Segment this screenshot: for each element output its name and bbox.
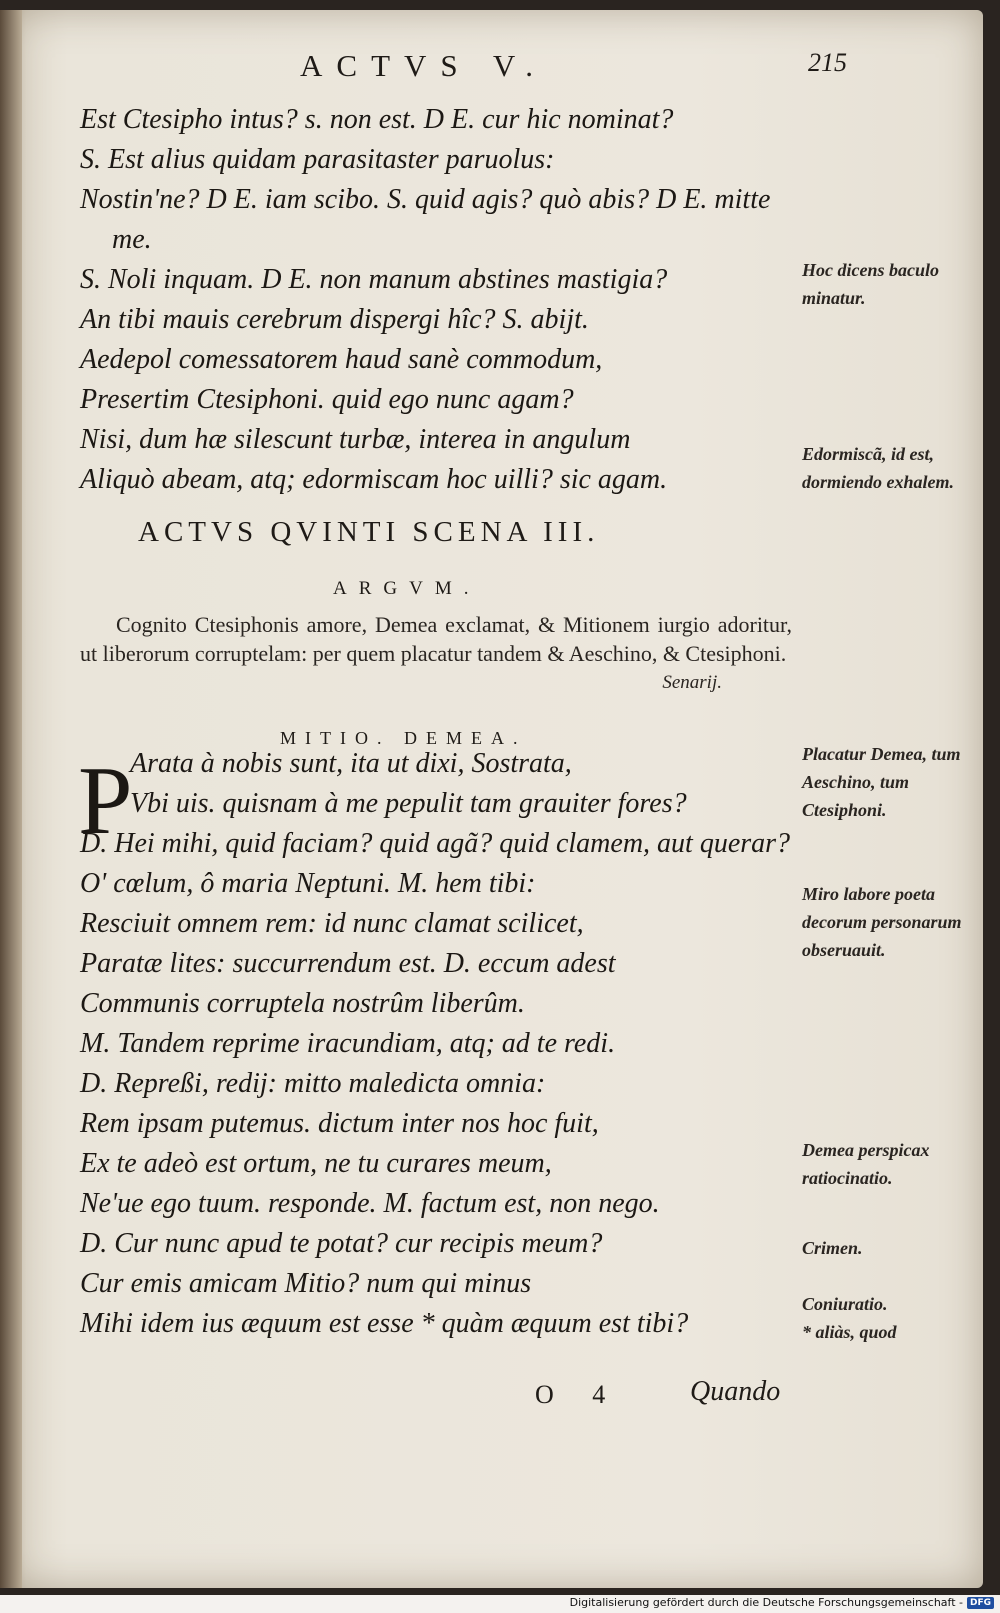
verse-line: S. Noli inquam. D E. non manum abstines mastigia? [80,264,668,295]
verse-line: O' cœlum, ô maria Neptuni. M. hem tibi: [80,868,536,899]
verse-line: D. Repreßi, redij: mitto maledicta omnia: [80,1068,546,1099]
argument-paragraph [80,610,792,697]
verse-line: An tibi mauis cerebrum dispergi hîc? S. abijt. [80,304,589,335]
verse-line: D. Cur nunc apud te potat? cur recipis meum? [80,1228,603,1259]
verse-line: Aedepol comessatorem haud sanè commodum, [80,344,603,375]
dfg-logo-icon: DFG [967,1597,994,1609]
argument-text: Cognito Ctesiphonis amore, Demea exclamat, & Mitionem iurgio adoritur, ut liberorum corruptelam: per quem placatur tandem & Aeschino, & Ctesiphoni. [80,612,792,666]
verse-line: Ne'ue ego tuum. responde. M. factum est, non nego. [80,1188,660,1219]
verse-line: Nostin'ne? D E. iam scibo. S. quid agis? quò abis? D E. mitte [80,184,771,215]
verse-line: Vbi uis. quisnam à me pepulit tam grauiter fores? [130,788,687,819]
book-spine-shadow [0,10,22,1588]
footer-credit [570,1596,994,1609]
marginal-note: Placatur Demea, tum Aeschino, tum Ctesiphoni. [802,744,961,820]
verse-line: M. Tandem reprime iracundiam, atq; ad te redi. [80,1028,616,1059]
marginal-note: Miro labore poeta decorum personarum obseruauit. [802,884,962,960]
verse-line: Cur emis amicam Mitio? num qui minus [80,1268,532,1299]
marginal-note: * aliàs, quod [802,1322,897,1342]
verse-line: D. Hei mihi, quid faciam? quid agã? quid clamem, aut querar? [80,828,791,859]
persons-heading: MITIO. DEMEA. [280,728,527,748]
verse-line: Aliquò abeam, atq; edormiscam hoc uilli? sic agam. [80,464,668,495]
verse-line: Ex te adeò est ortum, ne tu curares meum, [80,1148,552,1179]
marginal-note: Coniuratio. [802,1294,888,1314]
signature-mark: O 4 [535,1380,622,1409]
meter-label: Senarij. [662,672,722,693]
drop-cap-initial: P [78,747,133,855]
catchword: Quando [690,1376,781,1407]
verse-line: me. [112,224,152,255]
verse-line: Resciuit omnem rem: id nunc clamat scilicet, [80,908,584,939]
verse-line: Presertim Ctesiphoni. quid ego nunc agam? [80,384,574,415]
scene-heading: ACTVS QVINTI SCENA III. [138,516,600,548]
folio-number: 215 [808,48,847,77]
verse-line: Rem ipsam putemus. dictum inter nos hoc fuit, [80,1108,599,1139]
marginal-note: Crimen. [802,1238,863,1258]
marginal-note: Edormiscã, id est, dormiendo exhalem. [802,444,954,492]
footer-credit-text: Digitalisierung gefördert durch die Deutsche Forschungsgemeinschaft - [569,1596,963,1609]
verse-line: Arata à nobis sunt, ita ut dixi, Sostrata, [130,748,572,779]
verse-line: Communis corruptela nostrûm liberûm. [80,988,525,1019]
verse-line: S. Est alius quidam parasitaster paruolus: [80,144,555,175]
argument-heading: ARGVM. [333,578,481,599]
running-head: ACTVS V. [300,48,547,83]
verse-line: Est Ctesipho intus? s. non est. D E. cur hic nominat? [80,104,674,135]
verse-line: Mihi idem ius æquum est esse * quàm æquum est tibi? [80,1308,689,1339]
verse-line: Nisi, dum hæ silescunt turbæ, interea in angulum [80,424,631,455]
marginal-note: Demea perspicax ratiocinatio. [802,1140,930,1188]
marginal-note: Hoc dicens baculo minatur. [802,260,939,308]
verse-line: Paratæ lites: succurrendum est. D. eccum adest [80,948,616,979]
